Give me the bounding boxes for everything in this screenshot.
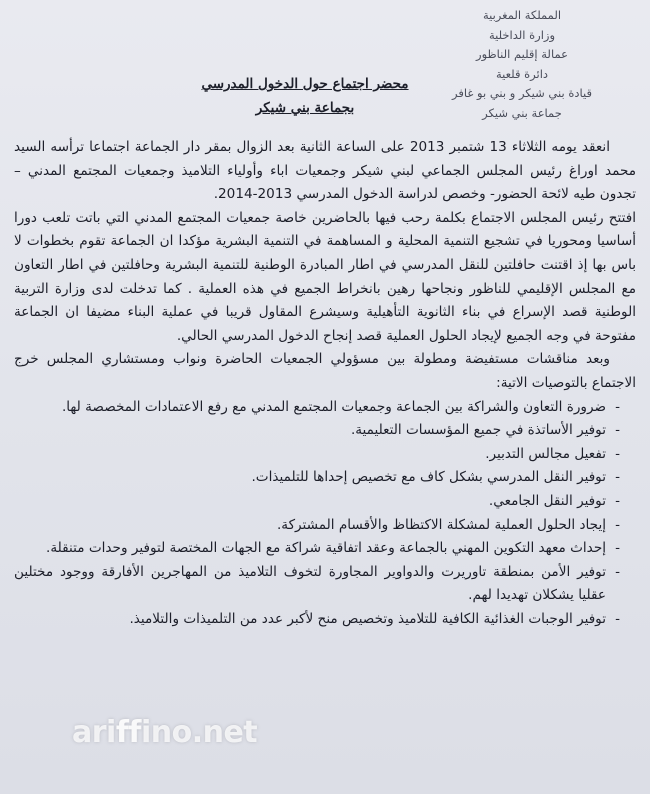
list-item: -توفير النقل الجامعي. [488, 492, 620, 509]
letterhead-line-circle: دائرة قلعية [495, 66, 549, 81]
paragraph-recommendations-intro: وبعد مناقشات مستفيضة ومطولة بين مسؤولي الجمعيات الحاضرة ونواب ومستشاري المجلس خرج الاجتماع بالتوصيات الاتية: [14, 351, 636, 391]
paragraph-opening: انعقد يومه الثلاثاء 13 شتمبر 2013 على الساعة الثانية بعد الزوال بمقر دار الجماعة اجتماعا ترأسه السيد محمد اوراغ رئيس المجلس الجماعي لبني شيكر وجمعيات اباء وأولياء التلاميذ وجمعيات المجتمع المدني – تجدون طيه لائحة الحضور- وخصص لدراسة الدخول المدرسي 2013-2014. [14, 139, 636, 203]
recommendations-list [14, 396, 636, 632]
list-item: -إحداث معهد التكوين المهني بالجماعة وعقد اتفاقية شراكة مع الجهات المختصة لتوفير وحدات متنقلة. [46, 540, 620, 557]
list-item: -تفعيل مجالس التدبير. [485, 445, 620, 462]
letterhead-line-province: عمالة إقليم الناظور [476, 47, 568, 61]
document-title [150, 72, 460, 120]
letterhead-line-caidat: قيادة بني شيكر و بني بو غافر [452, 86, 592, 100]
list-item: -توفير الوجبات الغذائية الكافية للتلاميذ وتخصيص منح لأكبر عدد من التلميذات والتلاميذ. [129, 610, 620, 627]
list-item: -إيجاد الحلول العملية لمشكلة الاكتظاظ والأقسام المشتركة. [276, 516, 620, 533]
letterhead-line-ministry: وزارة الداخلية [488, 27, 556, 42]
list-item: -توفير الأساتذة في جميع المؤسسات التعليمية. [350, 422, 620, 439]
watermark-logo: ariffino.net [72, 715, 258, 750]
document-body [14, 136, 636, 631]
paragraph-president-speech: افتتح رئيس المجلس الاجتماع بكلمة رحب فيها بالحاضرين خاصة جمعيات المجتمع المدني التي باتت تلعب دورا أساسيا ومحوريا في تشجيع التنمية المحلية و المساهمة في التنمية البشرية مؤكدا ان الجماعة تقوم بخطوات لا باس بها إذ اقتنت حافلتين للنقل المدرسي في اطار المبادرة الوطنية للتنمية البشرية وحافلتين في اطار التعاون مع المجلس الإقليمي للناظور ونجاحها رهين بانخراط الجميع في هذه العملية . كما تدخلت لدى وزارة التربية الوطنية قصد الإسراع في بناء الثانوية التأهيلية وسيشرع المقاول قريبا في عملية البناء مضيفا ان الجماعة مفتوحة في وجه الجميع لإيجاد الحلول العملية قصد إنجاح الدخول المدرسي الحالي. [14, 209, 636, 344]
list-item: -توفير الأمن بمنطقة تاوريرت والدواوير المجاورة لتخوف التلاميذ من المهاجرين الأفارقة ووجود مختلين عقليا يشكلان تهديدا لهم. [14, 563, 620, 604]
letterhead-line-commune: جماعة بني شيكر [482, 105, 562, 120]
title-line-1: محضر اجتماع حول الدخول المدرسي [201, 76, 409, 92]
list-item: -توفير النقل المدرسي بشكل كاف مع تخصيص إحداها للتلميذات. [251, 469, 620, 486]
title-line-2: بجماعة بني شيكر [255, 100, 355, 116]
list-item: -ضرورة التعاون والشراكة بين الجماعة وجمعيات المجتمع المدني مع رفع الاعتمادات المخصصة لها. [61, 398, 620, 415]
letterhead-line-kingdom: المملكة المغربية [482, 8, 562, 22]
